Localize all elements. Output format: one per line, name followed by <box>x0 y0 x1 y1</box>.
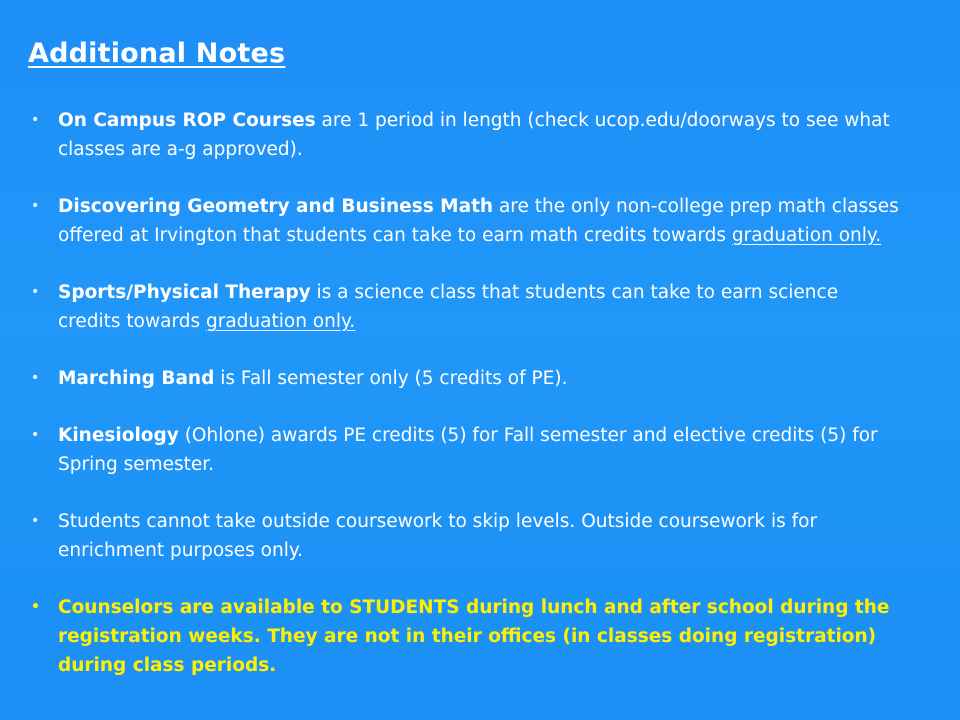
note-text: is Fall semester only (5 credits of PE). <box>214 368 568 389</box>
note-underlined-text: graduation only. <box>731 225 882 246</box>
note-bold-lead: Discovering Geometry and Business Math <box>58 196 494 217</box>
note-text: are the only non-college prep math classes offered at Irvington that students can take to earn math credits towards <box>58 196 899 246</box>
bullet-icon: • <box>31 599 40 615</box>
bullet-icon: • <box>31 427 40 443</box>
note-item-kinesiology <box>0 421 960 479</box>
note-text: are 1 period in length (check ucop.edu/doorways to see what classes are a-g approved). <box>58 110 890 160</box>
note-item-rop-courses <box>0 106 960 164</box>
note-bold-lead: Marching Band <box>58 368 215 389</box>
note-text: (Ohlone) awards PE credits (5) for Fall semester and elective credits (5) for Spring semester. <box>58 425 878 475</box>
bullet-icon: • <box>31 513 40 529</box>
notes-list <box>0 106 960 708</box>
note-text: Counselors are available to STUDENTS during lunch and after school during the registration weeks. They are not in their offices (in classes doing registration) during class periods. <box>58 597 890 676</box>
note-bold-lead: Kinesiology <box>58 425 179 446</box>
note-item-marching-band <box>0 364 960 393</box>
note-bold-lead: Sports/Physical Therapy <box>58 282 311 303</box>
note-underlined-text: graduation only. <box>206 311 356 332</box>
note-item-counselors <box>0 593 960 680</box>
slide-title: Additional Notes <box>28 38 286 69</box>
note-item-sports-therapy <box>0 278 960 336</box>
bullet-icon: • <box>31 112 40 128</box>
note-text: Students cannot take outside coursework to skip levels. Outside coursework is for enrichment purposes only. <box>58 511 818 561</box>
note-bold-lead: On Campus ROP Courses <box>58 110 316 131</box>
bullet-icon: • <box>31 370 40 386</box>
note-item-math-classes <box>0 192 960 250</box>
bullet-icon: • <box>31 284 40 300</box>
note-text: is a science class that students can take to earn science credits towards <box>58 282 839 332</box>
note-item-outside-coursework <box>0 507 960 565</box>
bullet-icon: • <box>31 198 40 214</box>
